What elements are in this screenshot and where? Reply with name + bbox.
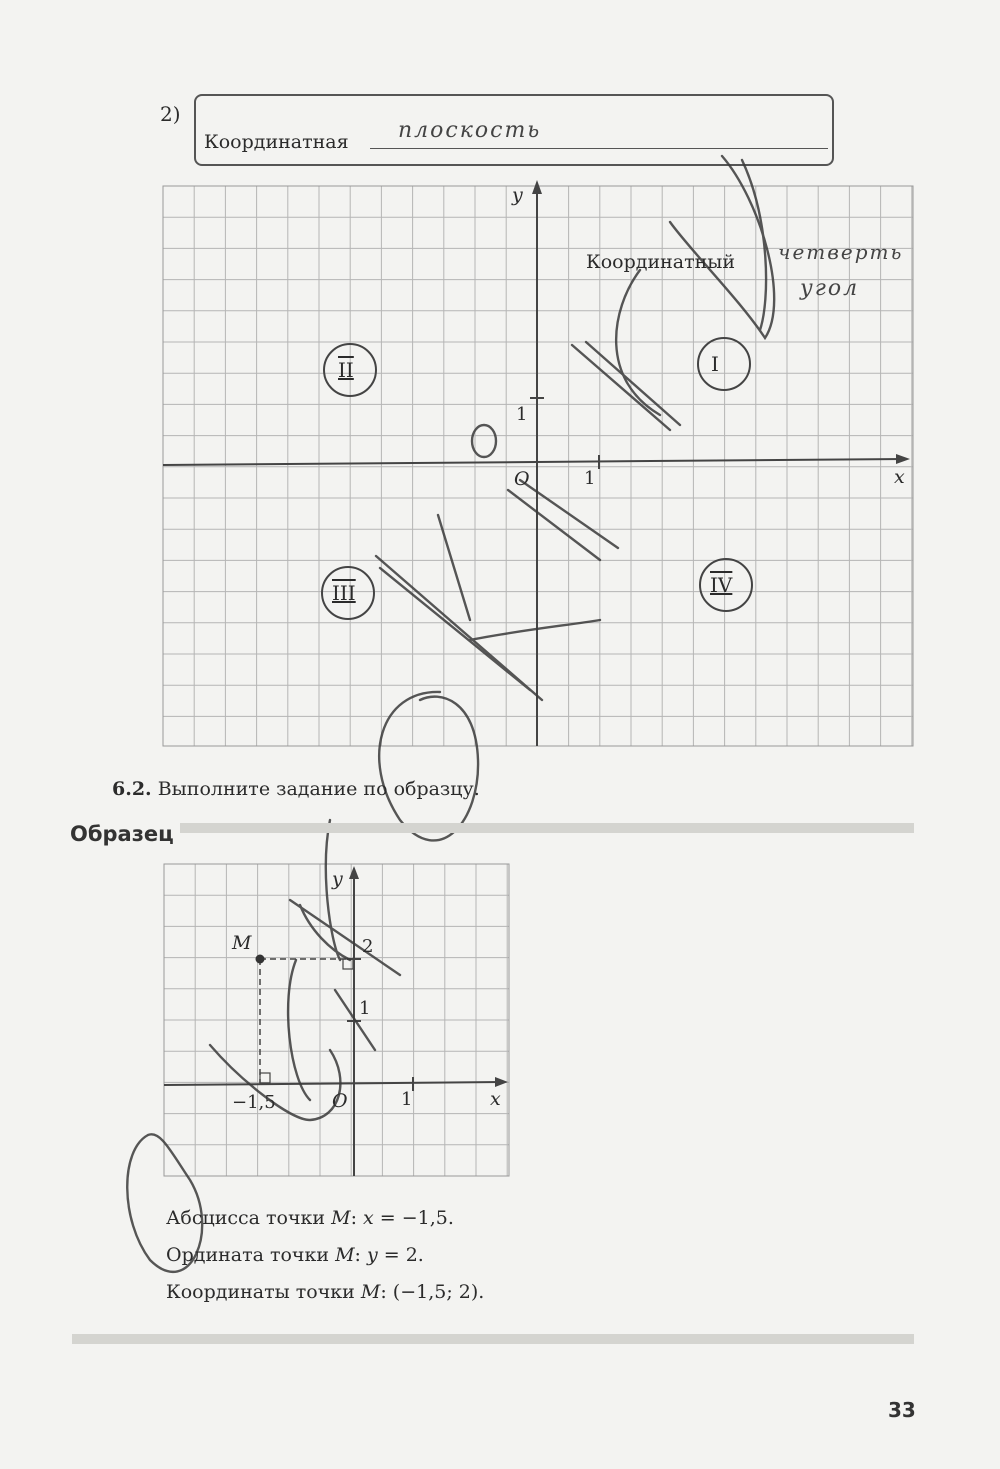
- sample-y-tick-2-label: 2: [362, 936, 374, 957]
- quadrant-label-iv: IV: [710, 573, 733, 597]
- sample-answers: [166, 1200, 484, 1311]
- sample-y-label: y: [332, 868, 343, 890]
- task-6-2: [112, 778, 480, 800]
- answer-label: Координатная: [204, 131, 349, 153]
- sample-x-label: x: [490, 1088, 501, 1110]
- x-axis: [163, 459, 905, 465]
- sample-x-neg-label: −1,5: [232, 1092, 276, 1113]
- sample-divider-top: [180, 823, 914, 833]
- sample-x-tick-label: 1: [401, 1089, 413, 1110]
- task-6-2-text: Выполните задание по образцу.: [157, 778, 480, 800]
- right-angle-mark-x: [260, 1073, 270, 1083]
- task-6-2-number: 6.2.: [112, 778, 152, 800]
- coordinates-line: Координаты точки M: (−1,5; 2).: [166, 1281, 485, 1303]
- task-number: 2): [160, 102, 181, 126]
- y-axis-label: y: [512, 184, 523, 206]
- point-m-label: M: [232, 932, 252, 954]
- x-axis-arrow: [896, 454, 910, 464]
- y-unit-label: 1: [516, 404, 528, 425]
- quadrant-label-ii: II: [338, 358, 354, 382]
- page-number: 33: [888, 1398, 916, 1422]
- handwritten-term-2: угол: [800, 276, 860, 301]
- quadrant-label-iii: III: [332, 581, 356, 605]
- handwritten-stamp: [127, 156, 774, 1272]
- x-axis-label: x: [894, 466, 905, 488]
- handwritten-answer: плоскость: [398, 118, 542, 143]
- sample-grid: [164, 864, 509, 1176]
- sample-divider-bottom: [72, 1334, 914, 1344]
- quadrant-term-label: Координатный: [586, 251, 736, 273]
- point-m: [256, 955, 265, 964]
- sample-y-axis-arrow: [349, 866, 359, 879]
- origin-label: O: [514, 468, 530, 490]
- handwritten-term-1: четверть: [778, 240, 904, 264]
- quadrant-label-i: I: [711, 352, 719, 376]
- ordinate-line: Ордината точки M: y = 2.: [166, 1244, 424, 1266]
- sample-x-axis-arrow: [495, 1077, 508, 1087]
- sample-origin-label: O: [332, 1090, 348, 1112]
- sample-y-tick-1-label: 1: [359, 998, 371, 1019]
- sample-title: Образец: [70, 822, 174, 846]
- quadrant-circle-i: [698, 338, 750, 390]
- abscissa-line: Абсцисса точки M: x = −1,5.: [166, 1207, 454, 1229]
- x-unit-label: 1: [584, 468, 596, 489]
- y-axis-arrow: [532, 180, 542, 194]
